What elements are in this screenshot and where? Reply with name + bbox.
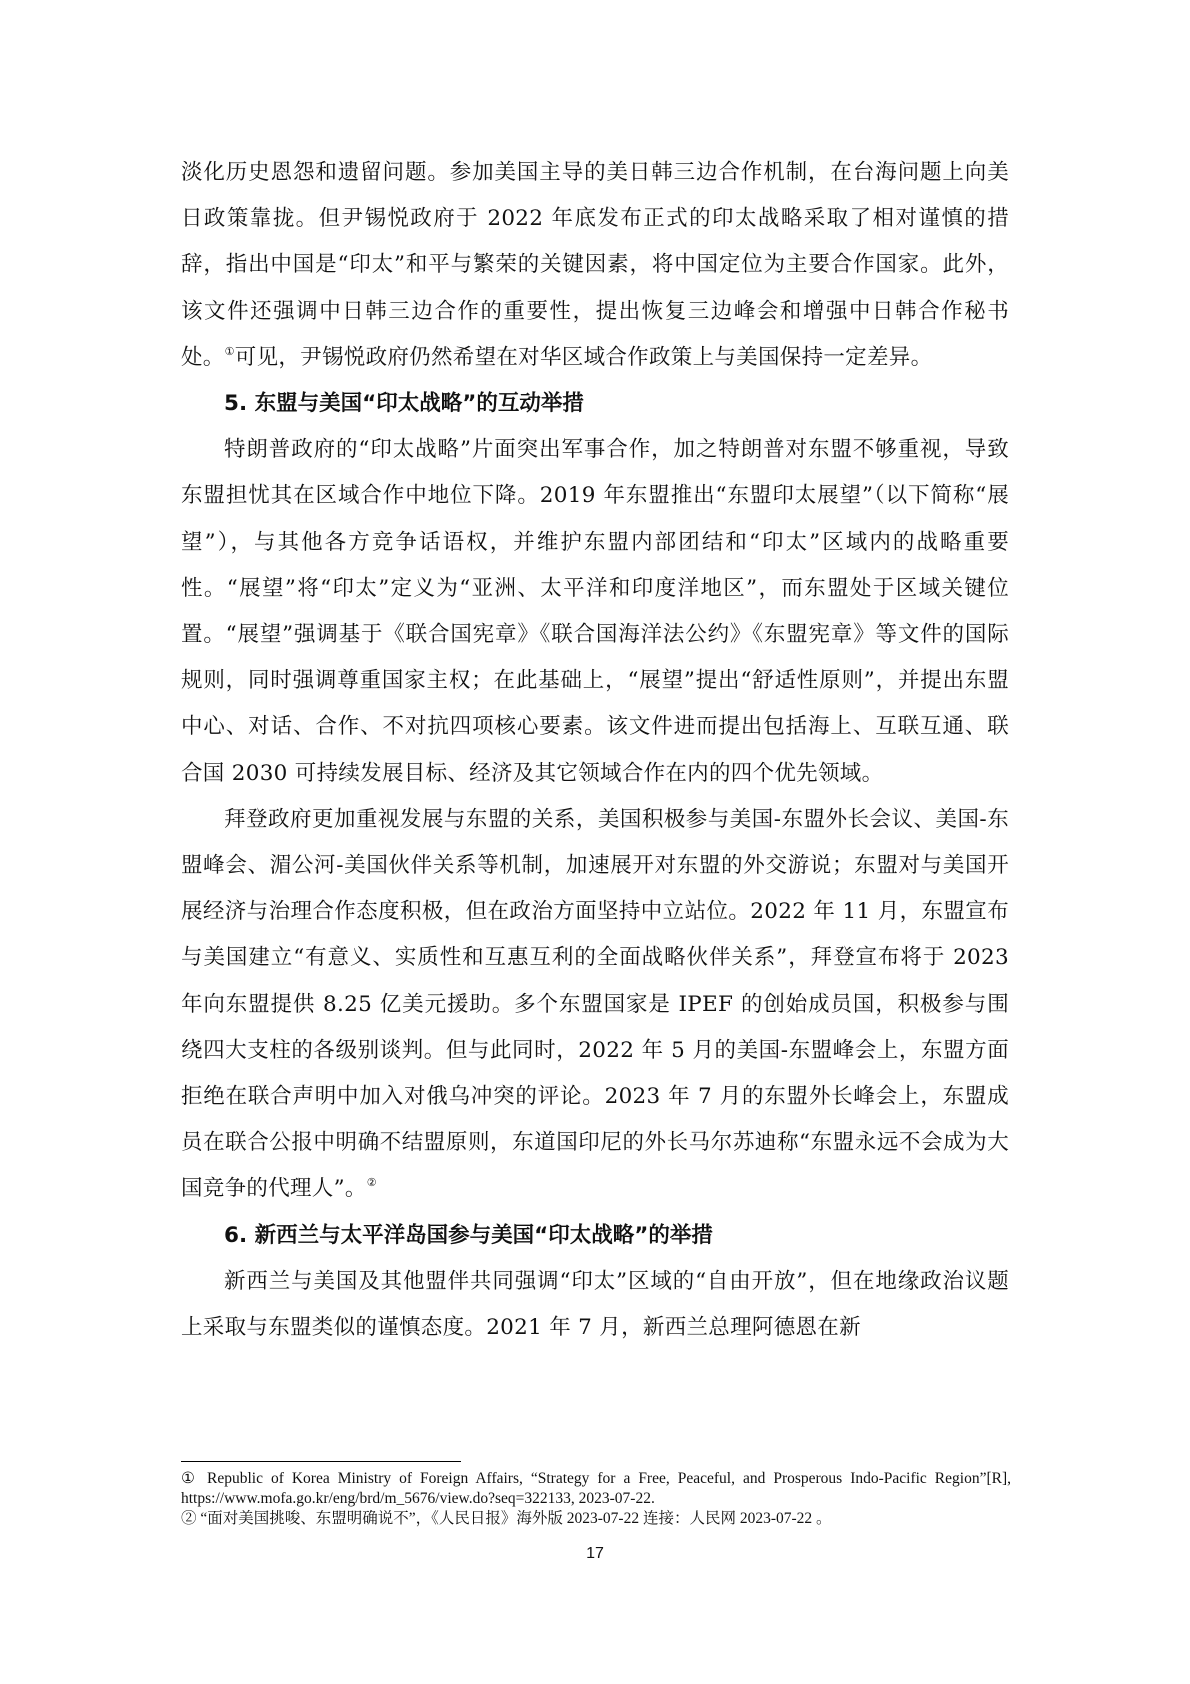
paragraph: 新西兰与美国及其他盟伴共同强调“印太”区域的“自由开放”，但在地缘政治议题上采取与东盟类似的谨慎态度。2021 年 7 月，新西兰总理阿德恩在新 — [181, 1268, 1009, 1341]
footnote-1: ① Republic of Korea Ministry of Foreign Affairs, “Strategy for a Free, Peaceful, and Prosperous Indo-Pacific Region”[R], https://www.mofa.go.kr/eng/brd/m_5676/view.do?seq=322133, 2023-07-22. — [181, 1470, 1011, 1507]
footnote-divider — [181, 1461, 461, 1462]
footnote-2: ② “面对美国挑唆、东盟明确说不”，《人民日报》海外版 2023-07-22 连接：人民网 2023-07-22 。 — [181, 1510, 832, 1527]
footnote-ref-2[interactable]: ② — [366, 1176, 377, 1190]
paragraph: 特朗普政府的“印太战略”片面突出军事合作，加之特朗普对东盟不够重视，导致东盟担忧其在区域合作中地位下降。2019 年东盟推出“东盟印太展望”（以下简称“展望”），与其他各方竞争话语权，并维护东盟内部团结和“印太”区域内的战略重要性。“展望”将“印太”定义为“亚洲、太平洋和印度洋地区”，而东盟处于区域关键位置。“展望”强调基于《联合国宪章》《联合国海洋法公约》《东盟宪章》等文件的国际规则，同时强调尊重国家主权；在此基础上，“展望”提出“舒适性原则”，并提出东盟中心、对话、合作、不对抗四项核心要素。该文件进而提出包括海上、互联互通、联合国 2030 可持续发展目标、经济及其它领域合作在内的四个优先领域。 — [181, 437, 1009, 786]
section-heading-5: 5. 东盟与美国“印太战略”的互动举措 — [224, 391, 584, 417]
page-number: 17 — [586, 1545, 604, 1562]
footnote-ref-1[interactable]: ① — [224, 344, 235, 358]
paragraph-text: 淡化历史恩怨和遗留问题。参加美国主导的美日韩三边合作机制，在台海问题上向美日政策靠拢。但尹锡悦政府于 2022 年底发布正式的印太战略采取了相对谨慎的措辞，指出中国是“印太”和平与繁荣的关键因素，将中国定位为主要合作国家。此外，该文件还强调中日韩三边合作的重要性，提出恢复三边峰会和增强中日韩合作秘书处。 — [181, 160, 1009, 370]
body-text — [181, 150, 1009, 1351]
paragraph — [181, 797, 1009, 1213]
paragraph-continued — [181, 150, 1009, 381]
section-heading-6: 6. 新西兰与太平洋岛国参与美国“印太战略”的举措 — [224, 1222, 713, 1248]
paragraph-text: 可见，尹锡悦政府仍然希望在对华区域合作政策上与美国保持一定差异。 — [234, 344, 933, 370]
paragraph-text: 拜登政府更加重视发展与东盟的关系，美国积极参与美国-东盟外长会议、美国-东盟峰会、湄公河-美国伙伴关系等机制，加速展开对东盟的外交游说；东盟对与美国开展经济与治理合作态度积极，但在政治方面坚持中立站位。2022 年 11 月，东盟宣布与美国建立“有意义、实质性和互惠互利的全面战略伙伴关系”，拜登宣布将于 2023 年向东盟提供 8.25 亿美元援助。多个东盟国家是 IPEF 的创始成员国，积极参与围绕四大支柱的各级别谈判。但与此同时，2022 年 5 月的美国-东盟峰会上，东盟方面拒绝在联合声明中加入对俄乌冲突的评论。2023 年 7 月的东盟外长峰会上，东盟成员在联合公报中明确不结盟原则，东道国印尼的外长马尔苏迪称“东盟永远不会成为大国竞争的代理人”。 — [181, 806, 1009, 1202]
footnotes — [181, 1469, 1011, 1529]
